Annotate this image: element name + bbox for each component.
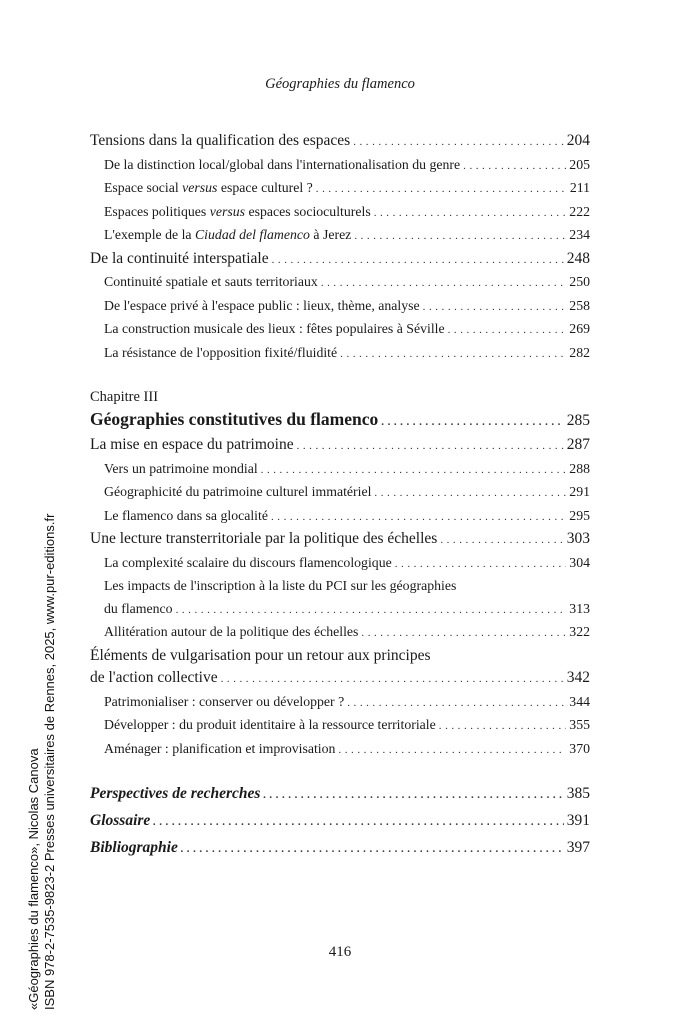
toc-back-matter-perspectives[interactable] bbox=[90, 781, 590, 808]
toc-subentry[interactable] bbox=[90, 154, 590, 178]
toc-subentry[interactable] bbox=[90, 598, 590, 622]
toc-page-number: 205 bbox=[569, 156, 590, 172]
toc-subentry[interactable] bbox=[90, 738, 590, 762]
toc-entry-label: Géographicité du patrimoine culturel immatériel bbox=[104, 484, 372, 499]
toc-entry-label: De l'espace privé à l'espace public : lieux, thème, analyse bbox=[104, 297, 420, 313]
dot-leader bbox=[439, 715, 567, 738]
toc-page-number: 234 bbox=[569, 227, 590, 242]
toc-subentry[interactable] bbox=[90, 714, 590, 738]
toc-subentry[interactable] bbox=[90, 691, 590, 715]
toc-subentry[interactable] bbox=[90, 201, 590, 225]
spacer bbox=[90, 761, 590, 781]
toc-subentry-first-line[interactable]: Les impacts de l'inscription à la liste du PCI sur les géographies bbox=[104, 578, 457, 593]
toc-section-5[interactable] bbox=[90, 667, 590, 691]
toc-subentry[interactable] bbox=[90, 458, 590, 482]
toc-section-5-first-line[interactable]: Éléments de vulgarisation pour un retour aux principes bbox=[90, 646, 431, 664]
toc-subentry[interactable] bbox=[90, 271, 590, 295]
running-head: Géographies du flamenco bbox=[265, 76, 415, 92]
toc-subentry[interactable] bbox=[90, 224, 590, 248]
toc-page-number: 222 bbox=[569, 203, 590, 219]
table-of-contents bbox=[90, 130, 590, 862]
toc-page-number: 313 bbox=[569, 600, 590, 616]
toc-page-number: 397 bbox=[566, 839, 590, 856]
dot-leader bbox=[340, 343, 566, 366]
toc-entry-label: Vers un patrimoine mondial bbox=[104, 460, 258, 476]
side-credit-line-1: «Géographies du flamenco», Nicolas Canova bbox=[26, 748, 41, 1010]
toc-entry-label: Glossaire bbox=[90, 812, 151, 829]
dot-leader bbox=[338, 739, 566, 762]
dot-leader bbox=[361, 622, 566, 645]
toc-page-number: 211 bbox=[569, 180, 590, 195]
toc-entry-label: Patrimonialiser : conserver ou développer ? bbox=[104, 693, 345, 709]
toc-page-number: 342 bbox=[566, 669, 590, 686]
chapter-label: Chapitre III bbox=[90, 389, 159, 405]
toc-page-number: 258 bbox=[569, 297, 590, 313]
toc-entry-label: Perspectives de recherches bbox=[90, 785, 261, 802]
dot-leader bbox=[381, 410, 563, 434]
dot-leader bbox=[448, 319, 567, 342]
toc-entry-label: De la distinction local/global dans l'internationalisation du genre bbox=[104, 156, 461, 172]
dot-leader bbox=[347, 692, 566, 715]
toc-section-1[interactable] bbox=[90, 130, 590, 154]
toc-page-number: 303 bbox=[566, 530, 590, 547]
toc-entry-label: De la continuité interspatiale bbox=[90, 249, 269, 267]
toc-entry-label: La construction musicale des lieux : fêtes populaires à Séville bbox=[104, 321, 445, 336]
dot-leader bbox=[263, 782, 563, 808]
toc-page-number: 322 bbox=[569, 624, 590, 639]
dot-leader bbox=[423, 296, 567, 319]
toc-entry-label: Allitération autour de la politique des échelles bbox=[104, 624, 359, 639]
toc-entry-label: La mise en espace du patrimoine bbox=[90, 436, 294, 453]
dot-leader bbox=[463, 155, 566, 178]
toc-entry-label: L'exemple de la Ciudad del flamenco à Jerez bbox=[104, 227, 352, 242]
toc-entry-label: La résistance de l'opposition fixité/fluidité bbox=[104, 344, 338, 360]
toc-entry-label: Espace social versus espace culturel ? bbox=[104, 180, 313, 195]
toc-page-number: 287 bbox=[566, 436, 590, 453]
toc-entry-label: La complexité scalaire du discours flamencologique bbox=[104, 554, 392, 570]
dot-leader bbox=[354, 225, 566, 248]
toc-section-2[interactable] bbox=[90, 248, 590, 272]
toc-entry-label: du flamenco bbox=[104, 600, 173, 616]
toc-section-4[interactable] bbox=[90, 528, 590, 552]
toc-back-matter-bibliographie[interactable] bbox=[90, 835, 590, 862]
dot-leader bbox=[297, 435, 564, 458]
toc-page-number: 248 bbox=[566, 249, 590, 267]
toc-page-number: 344 bbox=[569, 693, 590, 709]
toc-subentry[interactable] bbox=[90, 481, 590, 505]
toc-entry-label: Aménager : planification et improvisation bbox=[104, 740, 336, 756]
toc-page-number: 304 bbox=[569, 554, 590, 570]
toc-page-number: 250 bbox=[569, 274, 590, 289]
dot-leader bbox=[153, 809, 563, 835]
dot-leader bbox=[395, 553, 567, 576]
dot-leader bbox=[261, 459, 567, 482]
toc-page-number: 288 bbox=[569, 460, 590, 476]
dot-leader bbox=[272, 249, 564, 272]
toc-subentry[interactable] bbox=[90, 318, 590, 342]
toc-entry-label: de l'action collective bbox=[90, 669, 218, 686]
toc-page-number: 370 bbox=[569, 740, 590, 756]
dot-leader bbox=[353, 131, 564, 154]
dot-leader bbox=[316, 178, 567, 201]
toc-entry-label: Tensions dans la qualification des espaces bbox=[90, 132, 351, 149]
toc-page-number: 269 bbox=[569, 321, 590, 336]
toc-subentry[interactable] bbox=[90, 295, 590, 319]
toc-entry-label: Espaces politiques versus espaces socioculturels bbox=[104, 203, 371, 219]
dot-leader bbox=[321, 272, 566, 295]
side-credit bbox=[26, 514, 57, 1010]
toc-page-number: 204 bbox=[566, 132, 590, 149]
toc-back-matter-glossaire[interactable] bbox=[90, 808, 590, 835]
toc-subentry[interactable] bbox=[90, 505, 590, 529]
toc-entry-label: Géographies constitutives du flamenco bbox=[90, 409, 379, 429]
dot-leader bbox=[374, 482, 566, 505]
toc-entry-label: Continuité spatiale et sauts territoriaux bbox=[104, 274, 318, 289]
toc-page-number: 285 bbox=[566, 412, 590, 429]
toc-page-number: 291 bbox=[569, 484, 590, 499]
toc-page-number: 355 bbox=[569, 717, 590, 732]
toc-entry-label: Bibliographie bbox=[90, 839, 178, 856]
dot-leader bbox=[271, 506, 566, 529]
dot-leader bbox=[221, 668, 564, 691]
toc-page-number: 295 bbox=[569, 507, 590, 523]
toc-subentry[interactable] bbox=[90, 342, 590, 366]
toc-page-number: 391 bbox=[566, 812, 590, 829]
toc-chapter-title[interactable] bbox=[90, 407, 590, 434]
page-number: 416 bbox=[328, 944, 352, 960]
dot-leader bbox=[440, 529, 563, 552]
dot-leader bbox=[176, 599, 567, 622]
toc-subentry[interactable] bbox=[90, 552, 590, 576]
toc-subentry[interactable] bbox=[90, 177, 590, 201]
toc-entry-label: Le flamenco dans sa glocalité bbox=[104, 507, 268, 523]
dot-leader bbox=[374, 202, 567, 225]
toc-entry-label: Développer : du produit identitaire à la ressource territoriale bbox=[104, 717, 436, 732]
toc-section-3[interactable] bbox=[90, 434, 590, 458]
toc-subentry[interactable] bbox=[90, 621, 590, 645]
side-credit-line-2: ISBN 978-2-7535-9823-2 Presses universitaires de Rennes, 2025, www.pur-editions.fr bbox=[41, 513, 57, 1010]
toc-page-number: 282 bbox=[569, 344, 590, 360]
toc-entry-label: Une lecture transterritoriale par la politique des échelles bbox=[90, 530, 438, 547]
toc-page-number: 385 bbox=[566, 785, 590, 802]
dot-leader bbox=[181, 836, 564, 862]
